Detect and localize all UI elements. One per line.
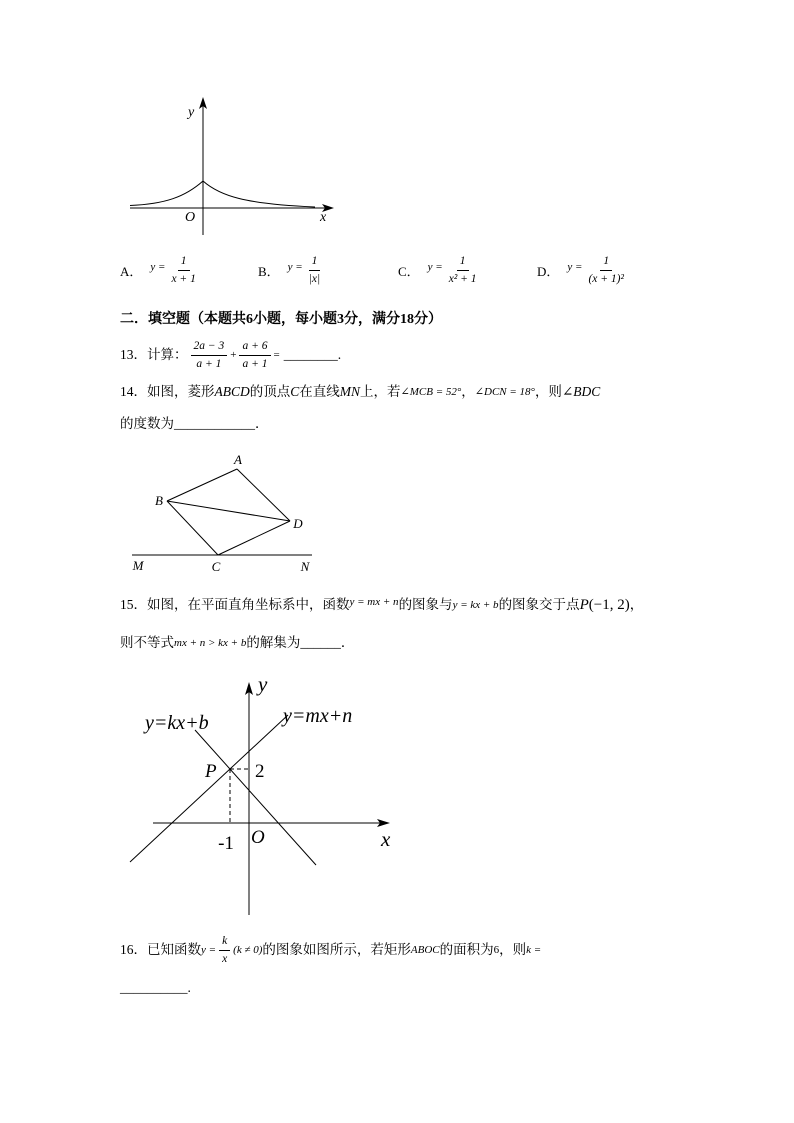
q13-answer-blank[interactable]: ________ <box>283 347 338 363</box>
q15-y-axis-label: y <box>258 672 268 696</box>
math-segment: ∠DCN = 18° <box>474 385 535 398</box>
q16-line-1 <box>120 931 541 969</box>
q15-y-tick-label: 2 <box>255 761 265 782</box>
q14-answer-blank[interactable]: ____________ <box>174 416 255 432</box>
option-lhs: y = <box>150 261 166 273</box>
point-n-label: N <box>300 559 310 574</box>
option-label: A． <box>120 263 143 279</box>
vertex-b-label: B <box>155 493 163 508</box>
side-cd <box>218 521 290 555</box>
section-heading-text: 二．填空题（本题共6小题，每小题3分，满分18分） <box>120 312 442 327</box>
text-segment: 的顶点 <box>249 384 291 400</box>
q16-line-2 <box>120 976 191 1000</box>
text-segment: ， <box>629 597 644 613</box>
q15-line-mx-label: y=mx+n <box>283 705 353 727</box>
math-segment: ABCD <box>214 384 250 400</box>
q16-fraction <box>219 934 230 966</box>
math-segment: C <box>290 384 300 400</box>
q13-end: . <box>337 347 342 363</box>
fraction-denominator: |x| <box>308 272 321 285</box>
fraction-numerator: 1 <box>178 254 190 270</box>
math-segment: y = <box>201 943 217 956</box>
text-segment: 16．已知函数 <box>120 942 201 958</box>
text-segment: 在直线 <box>299 384 340 400</box>
fraction-numerator: 2a − 3 <box>191 339 228 355</box>
text-segment: 的解集为 <box>246 635 301 651</box>
fraction-denominator: (x + 1)² <box>588 272 624 285</box>
q15-answer-blank[interactable]: ______ <box>300 635 341 651</box>
option-fraction <box>306 254 323 286</box>
fraction-denominator: a + 1 <box>196 357 222 370</box>
text-segment: 的图象交于点 <box>498 597 580 613</box>
text-segment: ，则 <box>534 384 562 400</box>
q12-graph <box>120 95 340 240</box>
math-segment: (k ≠ 0) <box>233 943 263 956</box>
q15-x-axis-label: x <box>381 827 391 851</box>
math-segment: k = <box>526 943 542 956</box>
fraction-denominator: x <box>222 952 228 965</box>
q16-end: . <box>187 980 191 996</box>
q12-curve <box>130 181 315 207</box>
math-segment: (−1, 2) <box>588 596 630 613</box>
math-segment: ABOC <box>410 943 440 956</box>
option-lhs: y = <box>287 261 303 273</box>
option-fraction <box>585 254 626 286</box>
q15-line-2 <box>120 631 354 655</box>
math-segment: ∠BDC <box>561 384 601 400</box>
q14-line-2 <box>120 412 269 436</box>
text-segment: 的面积为 <box>439 942 494 958</box>
math-segment: mx + n > kx + b <box>174 636 247 649</box>
q12-option-b[interactable] <box>258 252 326 288</box>
side-bc <box>167 501 218 555</box>
option-label: B． <box>258 263 280 279</box>
math-segment: 6 <box>493 943 500 956</box>
fraction-denominator: x + 1 <box>171 272 196 285</box>
q13-fraction-1 <box>191 339 228 371</box>
option-lhs: y = <box>567 261 583 273</box>
q13-number: 13． <box>120 347 147 363</box>
option-fraction <box>446 254 480 286</box>
text-segment: 上，若 <box>360 384 401 400</box>
q15-x-tick-label: -1 <box>218 833 234 854</box>
math-segment: y = kx + b <box>452 598 499 611</box>
q14-figure <box>120 448 320 576</box>
diagonal-bd <box>167 501 290 521</box>
q15-figure <box>120 670 410 920</box>
q12-y-label: y <box>188 105 195 120</box>
fraction-numerator: 1 <box>309 254 321 270</box>
text-segment: 的图象与 <box>398 597 453 613</box>
option-fraction <box>168 254 198 286</box>
math-segment: MN <box>339 384 361 400</box>
q13-fraction-2 <box>239 339 270 371</box>
fraction-denominator: a + 1 <box>242 357 268 370</box>
vertex-a-label: A <box>234 452 242 467</box>
q15-point-p-label: P <box>205 761 217 782</box>
q12-option-c[interactable] <box>398 252 483 288</box>
text-segment: 15．如图，在平面直角坐标系中，函数 <box>120 597 350 613</box>
q15-line-kx-label: y=kx+b <box>145 712 209 734</box>
q16-answer-blank[interactable]: __________ <box>120 980 188 996</box>
q12-x-label: x <box>320 210 327 225</box>
text-segment: ． <box>255 416 269 432</box>
option-label: D． <box>537 263 560 279</box>
q15-line-1 <box>120 590 643 620</box>
section-heading <box>120 310 442 330</box>
fraction-numerator: k <box>219 934 230 950</box>
text-segment: ，则 <box>499 942 527 958</box>
math-segment: ∠MCB = 52° <box>400 385 462 398</box>
fraction-numerator: 1 <box>457 254 469 270</box>
math-segment: y = mx + n <box>349 595 399 608</box>
q14-line-1 <box>120 380 600 404</box>
option-lhs: y = <box>427 261 443 273</box>
math-segment: P <box>579 596 589 613</box>
fraction-numerator: 1 <box>600 254 612 270</box>
side-ab <box>167 469 237 501</box>
option-label: C． <box>398 263 420 279</box>
text-segment: ， <box>461 384 475 400</box>
fraction-denominator: x² + 1 <box>448 272 477 285</box>
point-m-label: M <box>132 558 144 573</box>
text-segment: 的图象如图所示，若矩形 <box>262 942 411 958</box>
text-segment: 则不等式 <box>120 635 174 651</box>
q13 <box>120 338 341 372</box>
vertex-d-label: D <box>293 516 303 531</box>
q13-plus: + <box>230 348 237 361</box>
text-segment: 的度数为 <box>120 416 174 432</box>
q15-origin-label: O <box>251 827 265 848</box>
fraction-numerator: a + 6 <box>239 339 270 355</box>
text-segment: 14．如图，菱形 <box>120 384 215 400</box>
text-segment: ． <box>340 635 355 651</box>
vertex-c-label: C <box>211 559 221 574</box>
q13-prompt: 计算： <box>147 347 188 363</box>
q12-option-d[interactable] <box>537 252 630 288</box>
q12-origin-label: O <box>185 210 196 225</box>
q12-option-a[interactable] <box>120 252 202 288</box>
q13-equals: = <box>273 348 280 361</box>
